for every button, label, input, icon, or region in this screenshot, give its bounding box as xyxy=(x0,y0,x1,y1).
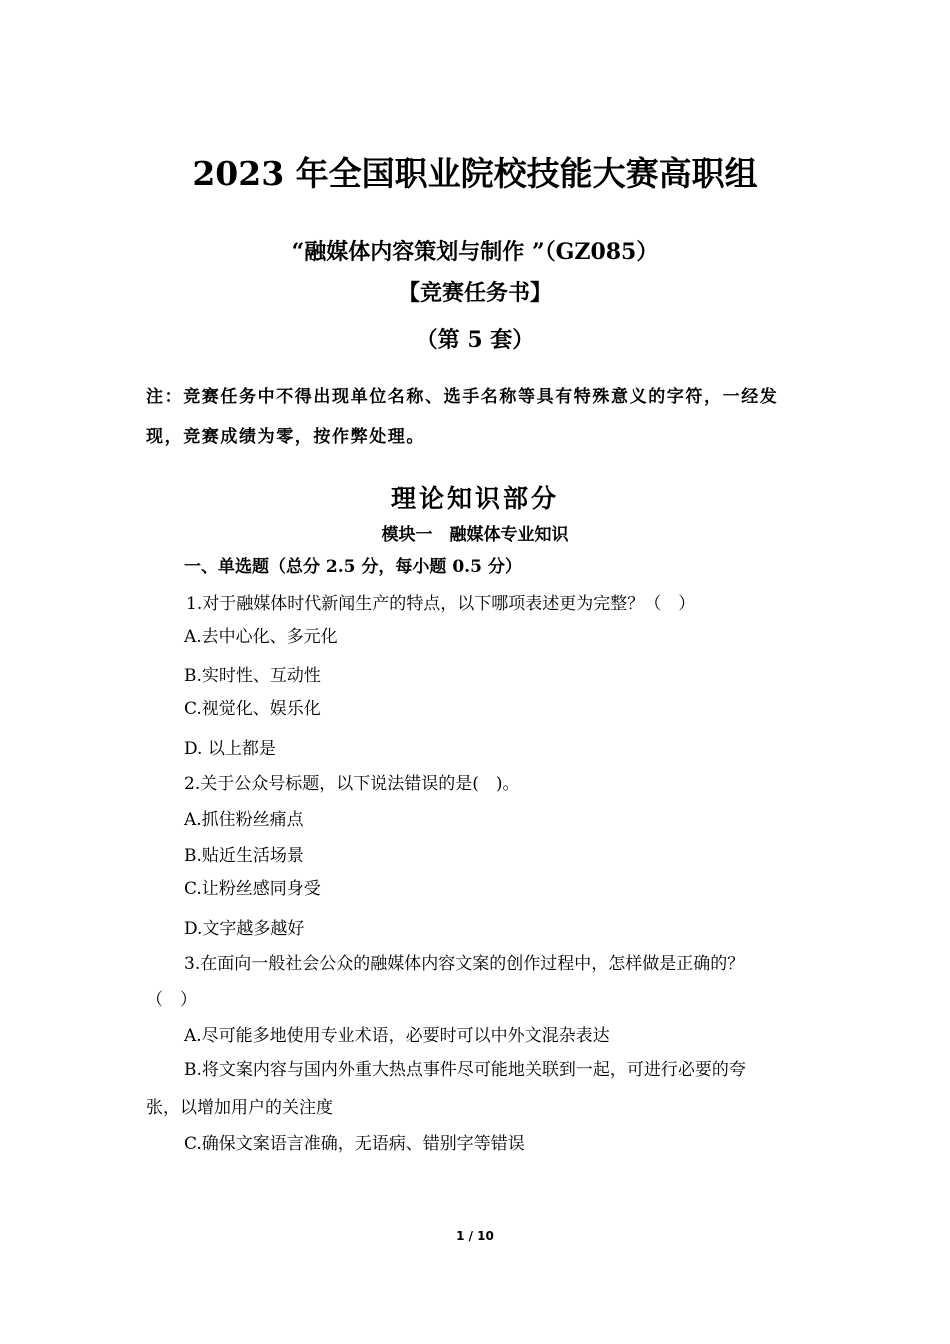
question-1-option-b: B.实时性、互动性 xyxy=(184,666,321,686)
question-1-option-a: A.去中心化、多元化 xyxy=(184,627,338,647)
question-2-option-d: D.文字越多越好 xyxy=(184,919,305,939)
question-3-option-a: A.尽可能多地使用专业术语，必要时可以中外文混杂表达 xyxy=(184,1026,610,1046)
notice-text: 注：竞赛任务中不得出现单位名称、选手名称等具有特殊意义的字符，一经发现，竞赛成绩为零，按作弊处理。 xyxy=(146,387,779,447)
question-2-option-c: C.让粉丝感同身受 xyxy=(184,879,321,899)
part-heading: 一、单选题（总分 2.5 分，每小题 0.5 分） xyxy=(184,557,522,577)
question-3-option-c: C.确保文案语言准确，无语病、错别字等错误 xyxy=(184,1134,525,1154)
question-2-option-b: B.贴近生活场景 xyxy=(184,846,304,866)
question-3-option-b: B.将文案内容与国内外重大热点事件尽可能地关联到一起，可进行必要的夸 xyxy=(184,1060,746,1080)
question-3-stem: 3.在面向一般社会公众的融媒体内容文案的创作过程中，怎样做是正确的？ xyxy=(184,954,745,974)
section-title: 理论知识部分 xyxy=(390,484,559,513)
set-number-title: （第 5 套） xyxy=(415,327,535,353)
document-subtitle: “融媒体内容策划与制作 ”（GZ085） xyxy=(291,239,659,265)
question-1-option-c: C.视觉化、娱乐化 xyxy=(184,699,321,719)
question-1-option-d: D. 以上都是 xyxy=(184,739,276,759)
question-1-stem: 1.对于融媒体时代新闻生产的特点，以下哪项表述更为完整？（ ） xyxy=(186,594,696,614)
module-title: 模块一 融媒体专业知识 xyxy=(381,525,569,545)
task-book-title: 【竞赛任务书】 xyxy=(397,280,552,306)
question-3-stem-continued: （ ） xyxy=(146,990,197,1010)
question-2-option-a: A.抓住粉丝痛点 xyxy=(184,810,304,830)
document-title: 2023 年全国职业院校技能大赛高职组 xyxy=(192,154,758,193)
question-2-stem: 2.关于公众号标题，以下说法错误的是( )。 xyxy=(184,774,520,794)
page-number: 1 / 10 xyxy=(456,1229,494,1243)
question-3-option-b-continued: 张，以增加用户的关注度 xyxy=(146,1098,333,1118)
